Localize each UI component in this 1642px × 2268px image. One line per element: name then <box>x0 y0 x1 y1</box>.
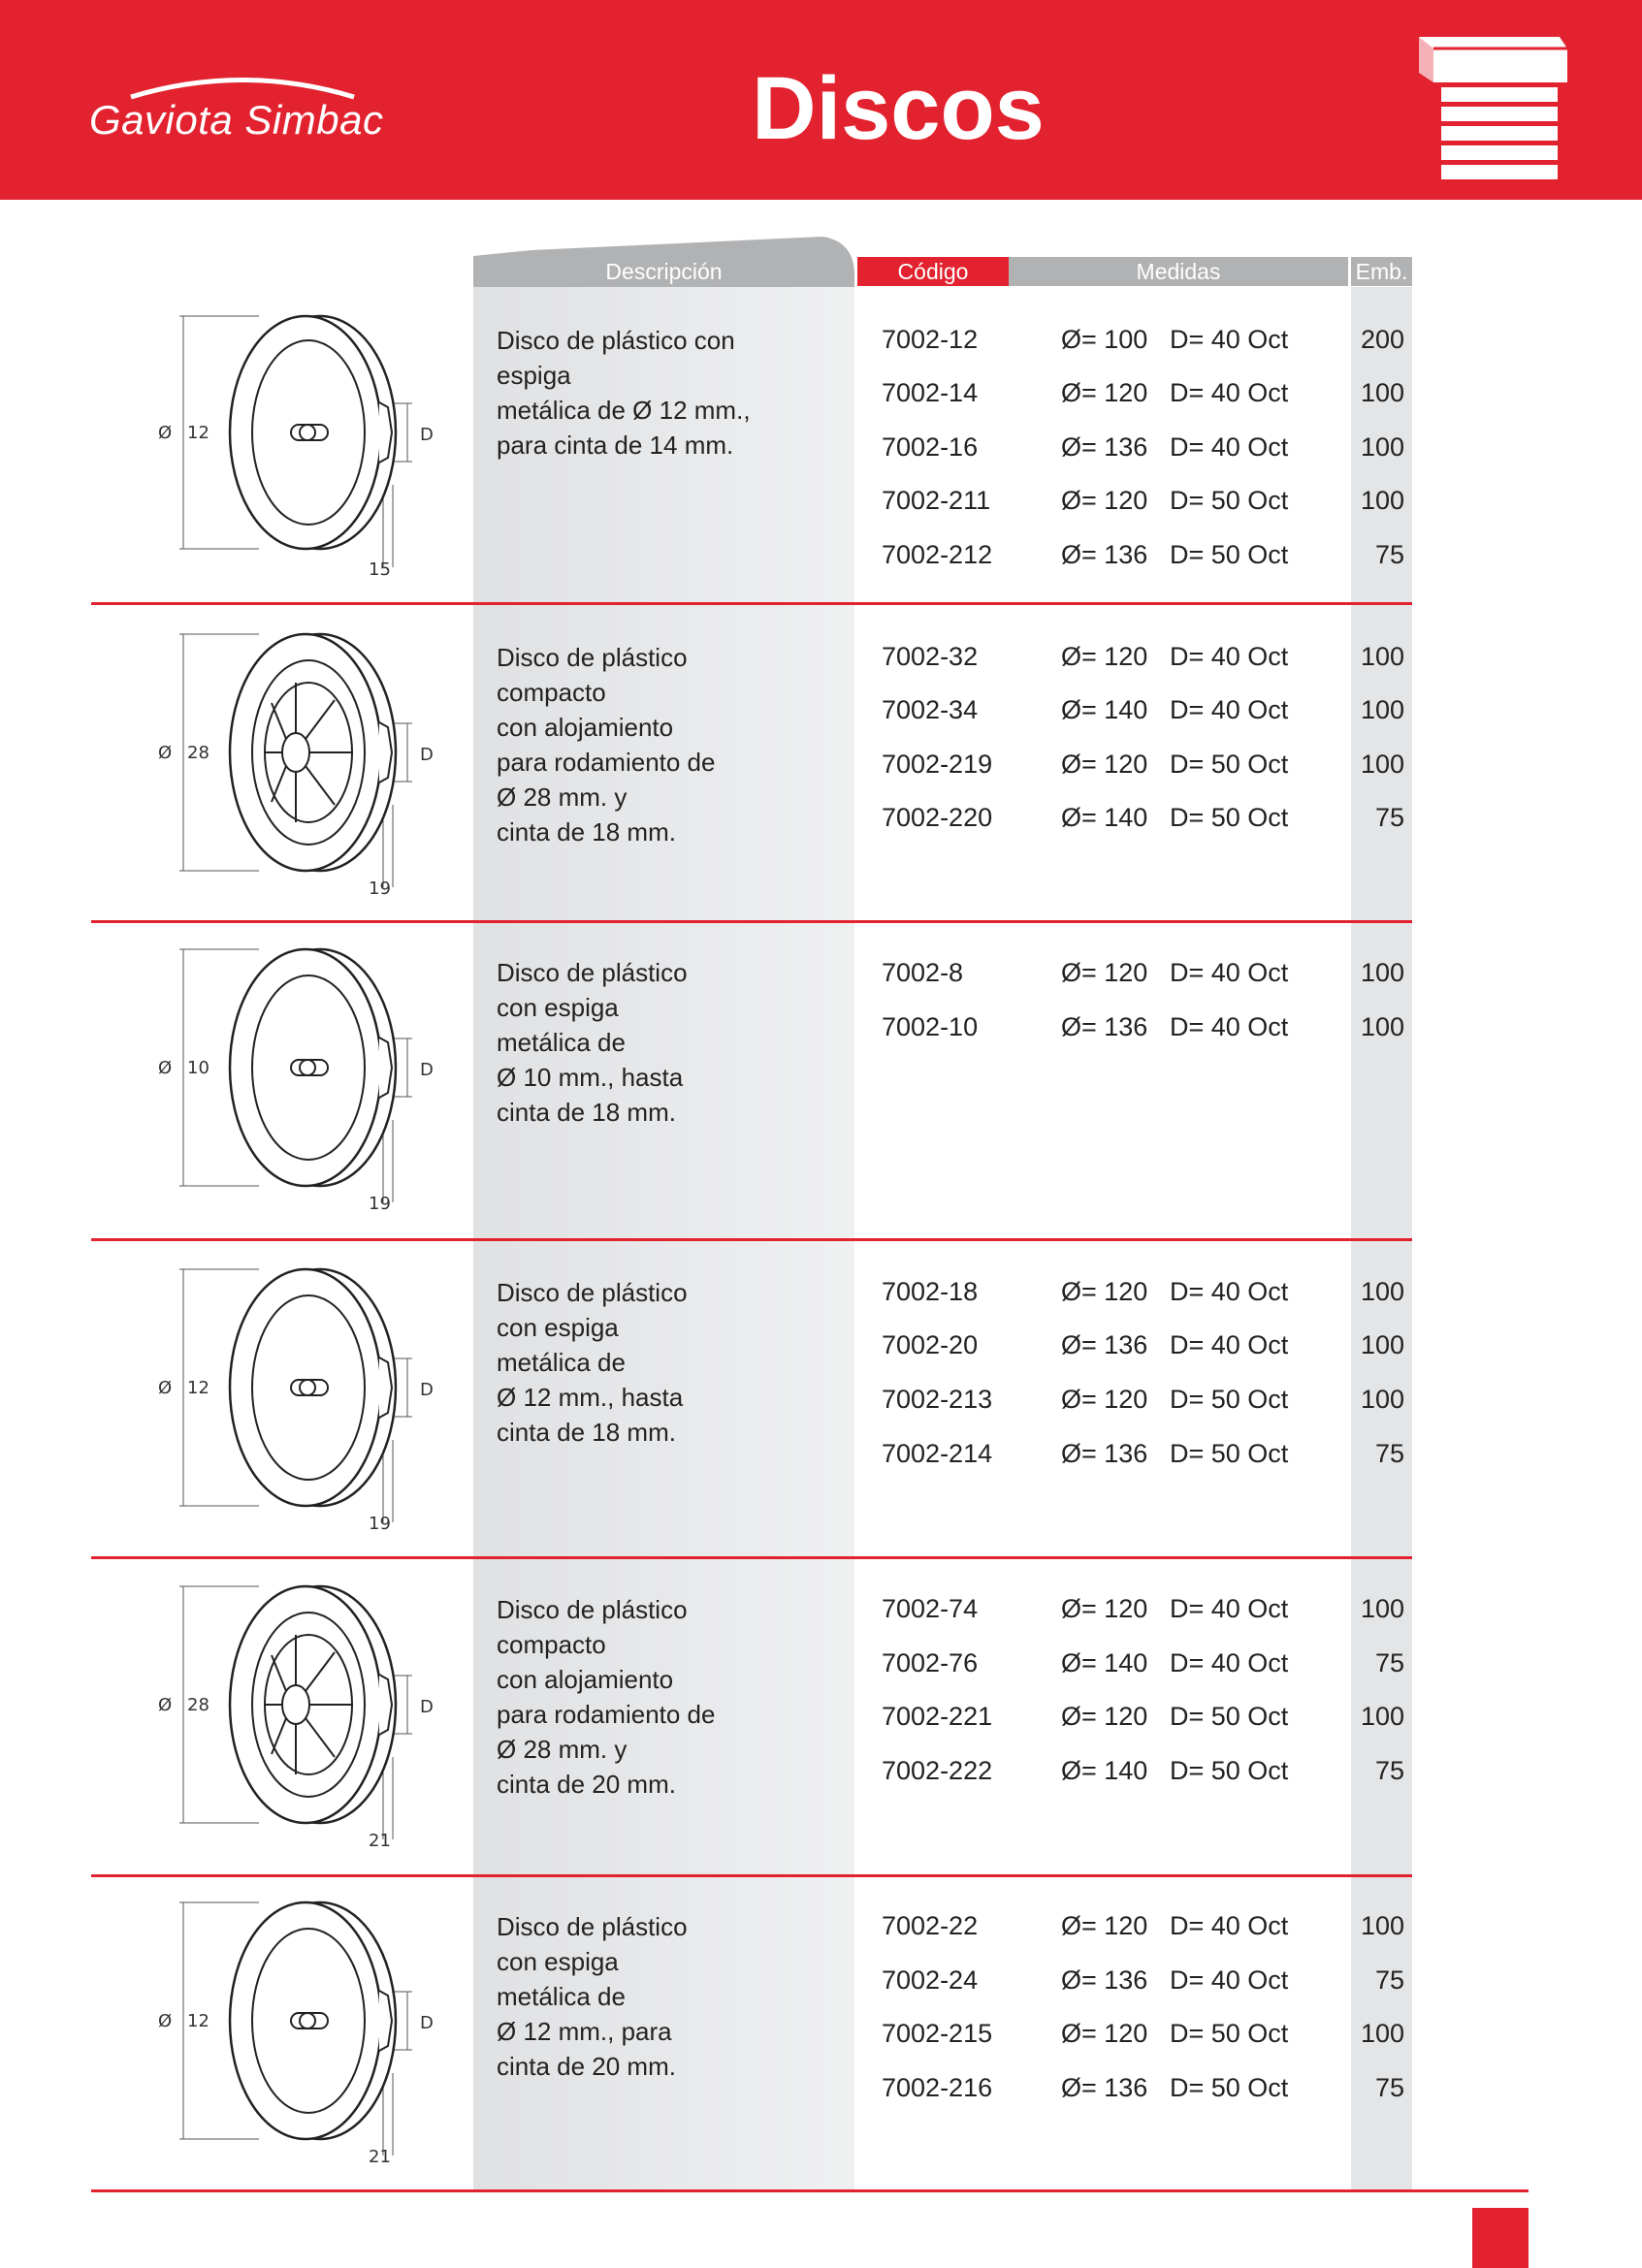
width-label: 19 <box>369 1514 391 1534</box>
diameter-cell: Ø= 136 <box>1061 1439 1148 1468</box>
bore-label: 28 <box>187 1695 209 1715</box>
depth-cell: D= 50 Oct <box>1170 486 1289 515</box>
pack-cell: 100 <box>1360 1277 1404 1306</box>
diameter-cell: Ø= 120 <box>1061 1277 1148 1306</box>
diameter-label: Ø <box>158 1058 173 1078</box>
depth-cell: D= 50 Oct <box>1170 750 1289 779</box>
pack-cell: 100 <box>1360 1911 1404 1940</box>
depth-label: D <box>420 425 434 445</box>
diameter-cell: Ø= 136 <box>1061 540 1148 569</box>
diameter-cell: Ø= 136 <box>1061 1330 1148 1359</box>
diameter-cell: Ø= 120 <box>1061 1385 1148 1414</box>
code-cell: 7002-74 <box>882 1594 979 1623</box>
description-text: Disco de plástico con espiga metálica de Ø 12 mm., para cinta de 20 mm. <box>497 1912 688 2081</box>
depth-cell: D= 50 Oct <box>1170 1439 1289 1468</box>
code-cell: 7002-16 <box>882 432 979 462</box>
pack-cell: 75 <box>1374 1648 1404 1677</box>
code-cell: 7002-34 <box>882 695 979 724</box>
header-band <box>0 0 1642 200</box>
diameter-cell: Ø= 120 <box>1061 750 1148 779</box>
code-cell: 7002-215 <box>882 2019 993 2048</box>
code-cell: 7002-212 <box>882 540 993 569</box>
depth-cell: D= 50 Oct <box>1170 1702 1289 1731</box>
diameter-cell: Ø= 120 <box>1061 958 1148 987</box>
code-cell: 7002-222 <box>882 1756 993 1785</box>
pack-cell: 100 <box>1360 1385 1404 1414</box>
pack-cell: 100 <box>1360 1702 1404 1731</box>
bore-label: 10 <box>187 1058 209 1078</box>
description-text: Disco de plástico con espiga metálica de Ø 12 mm., hasta cinta de 18 mm. <box>497 1278 688 1447</box>
bore-label: 12 <box>187 2011 209 2031</box>
diameter-cell: Ø= 100 <box>1061 325 1148 354</box>
depth-cell: D= 40 Oct <box>1170 1012 1289 1041</box>
diameter-cell: Ø= 136 <box>1061 1012 1148 1041</box>
depth-cell: D= 50 Oct <box>1170 803 1289 832</box>
depth-cell: D= 40 Oct <box>1170 1277 1289 1306</box>
diameter-cell: Ø= 120 <box>1061 378 1148 407</box>
pack-cell: 100 <box>1360 2019 1404 2048</box>
pack-cell: 75 <box>1374 540 1404 569</box>
bore-label: 12 <box>187 1378 209 1398</box>
diameter-cell: Ø= 140 <box>1061 1648 1148 1677</box>
diameter-cell: Ø= 140 <box>1061 803 1148 832</box>
group-divider <box>91 920 1412 923</box>
group-divider <box>91 1238 1412 1241</box>
pack-cell: 100 <box>1360 486 1404 515</box>
disc-drawing-spoke <box>150 630 441 907</box>
pack-cell: 100 <box>1360 642 1404 671</box>
pack-cell: 100 <box>1360 432 1404 462</box>
diameter-label: Ø <box>158 423 173 443</box>
disc-drawing-spoke <box>150 1582 441 1859</box>
depth-cell: D= 50 Oct <box>1170 540 1289 569</box>
depth-cell: D= 50 Oct <box>1170 2073 1289 2102</box>
code-cell: 7002-24 <box>882 1965 979 1995</box>
depth-cell: D= 40 Oct <box>1170 642 1289 671</box>
code-cell: 7002-8 <box>882 958 964 987</box>
depth-cell: D= 40 Oct <box>1170 378 1289 407</box>
depth-label: D <box>420 745 434 765</box>
width-label: 21 <box>369 2147 391 2167</box>
blinds-icon <box>1414 29 1569 184</box>
group-divider <box>91 602 1412 605</box>
depth-label: D <box>420 1380 434 1400</box>
page-title: Discos <box>752 59 1045 158</box>
description-text: Disco de plástico compacto con alojamiento para rodamiento de Ø 28 mm. y cinta de 18 mm. <box>497 643 716 847</box>
depth-cell: D= 40 Oct <box>1170 432 1289 462</box>
pack-cell: 75 <box>1374 1756 1404 1785</box>
width-label: 15 <box>369 559 391 580</box>
diameter-cell: Ø= 120 <box>1061 486 1148 515</box>
code-cell: 7002-20 <box>882 1330 979 1359</box>
disc-drawing-pin <box>150 310 441 587</box>
description-text: Disco de plástico con espiga metálica de Ø 10 mm., hasta cinta de 18 mm. <box>497 958 688 1127</box>
description-text: Disco de plástico compacto con alojamiento para rodamiento de Ø 28 mm. y cinta de 20 mm. <box>497 1595 716 1799</box>
pack-cell: 200 <box>1360 325 1404 354</box>
diameter-label: Ø <box>158 1378 173 1398</box>
diameter-cell: Ø= 136 <box>1061 432 1148 462</box>
pack-cell: 100 <box>1360 1330 1404 1359</box>
depth-cell: D= 40 Oct <box>1170 1594 1289 1623</box>
pack-cell: 100 <box>1360 378 1404 407</box>
width-label: 19 <box>369 1194 391 1214</box>
header-code: Código <box>857 257 1009 286</box>
description-text: Disco de plástico con espiga metálica de Ø 12 mm., para cinta de 14 mm. <box>497 326 751 460</box>
diameter-cell: Ø= 136 <box>1061 1965 1148 1995</box>
diameter-cell: Ø= 136 <box>1061 2073 1148 2102</box>
depth-label: D <box>420 1697 434 1717</box>
width-label: 19 <box>369 878 391 899</box>
depth-label: D <box>420 1060 434 1080</box>
bore-label: 12 <box>187 423 209 443</box>
diameter-cell: Ø= 120 <box>1061 642 1148 671</box>
brand-logo: Gaviota Simbac <box>89 97 384 143</box>
group-divider <box>91 1874 1412 1877</box>
disc-drawing-pin <box>150 1265 441 1542</box>
pack-cell: 100 <box>1360 750 1404 779</box>
code-cell: 7002-18 <box>882 1277 979 1306</box>
header-pack: Emb. <box>1351 257 1412 286</box>
code-cell: 7002-32 <box>882 642 979 671</box>
depth-cell: D= 40 Oct <box>1170 1648 1289 1677</box>
depth-cell: D= 50 Oct <box>1170 1756 1289 1785</box>
diameter-cell: Ø= 120 <box>1061 1911 1148 1940</box>
depth-cell: D= 50 Oct <box>1170 1385 1289 1414</box>
pack-cell: 75 <box>1374 2073 1404 2102</box>
depth-cell: D= 40 Oct <box>1170 325 1289 354</box>
depth-cell: D= 40 Oct <box>1170 1330 1289 1359</box>
diameter-cell: Ø= 120 <box>1061 1594 1148 1623</box>
pack-cell: 75 <box>1374 803 1404 832</box>
diameter-label: Ø <box>158 1695 173 1715</box>
depth-cell: D= 40 Oct <box>1170 1911 1289 1940</box>
depth-label: D <box>420 2013 434 2033</box>
header-description: Descripción <box>605 259 723 284</box>
code-cell: 7002-214 <box>882 1439 993 1468</box>
pack-cell: 75 <box>1374 1439 1404 1468</box>
bore-label: 28 <box>187 743 209 763</box>
disc-drawing-pin <box>150 1899 441 2175</box>
diameter-cell: Ø= 140 <box>1061 695 1148 724</box>
depth-cell: D= 40 Oct <box>1170 958 1289 987</box>
pack-cell: 75 <box>1374 1965 1404 1995</box>
header-measures: Medidas <box>1009 257 1348 286</box>
depth-cell: D= 40 Oct <box>1170 1965 1289 1995</box>
code-cell: 7002-22 <box>882 1911 979 1940</box>
code-cell: 7002-221 <box>882 1702 993 1731</box>
page-corner-marker <box>1472 2208 1529 2268</box>
depth-cell: D= 40 Oct <box>1170 695 1289 724</box>
disc-drawing-pin <box>150 945 441 1222</box>
code-cell: 7002-12 <box>882 325 979 354</box>
diameter-label: Ø <box>158 743 173 763</box>
code-cell: 7002-10 <box>882 1012 979 1041</box>
code-cell: 7002-219 <box>882 750 993 779</box>
code-cell: 7002-213 <box>882 1385 993 1414</box>
diameter-cell: Ø= 140 <box>1061 1756 1148 1785</box>
code-cell: 7002-76 <box>882 1648 979 1677</box>
width-label: 21 <box>369 1831 391 1851</box>
page-bottom-rule <box>91 2189 1529 2192</box>
code-cell: 7002-211 <box>882 486 991 515</box>
code-cell: 7002-14 <box>882 378 979 407</box>
group-divider <box>91 1556 1412 1559</box>
pack-cell: 100 <box>1360 958 1404 987</box>
code-cell: 7002-216 <box>882 2073 993 2102</box>
code-cell: 7002-220 <box>882 803 993 832</box>
diameter-cell: Ø= 120 <box>1061 1702 1148 1731</box>
pack-cell: 100 <box>1360 695 1404 724</box>
diameter-label: Ø <box>158 2011 173 2031</box>
pack-cell: 100 <box>1360 1594 1404 1623</box>
diameter-cell: Ø= 120 <box>1061 2019 1148 2048</box>
pack-cell: 100 <box>1360 1012 1404 1041</box>
depth-cell: D= 50 Oct <box>1170 2019 1289 2048</box>
